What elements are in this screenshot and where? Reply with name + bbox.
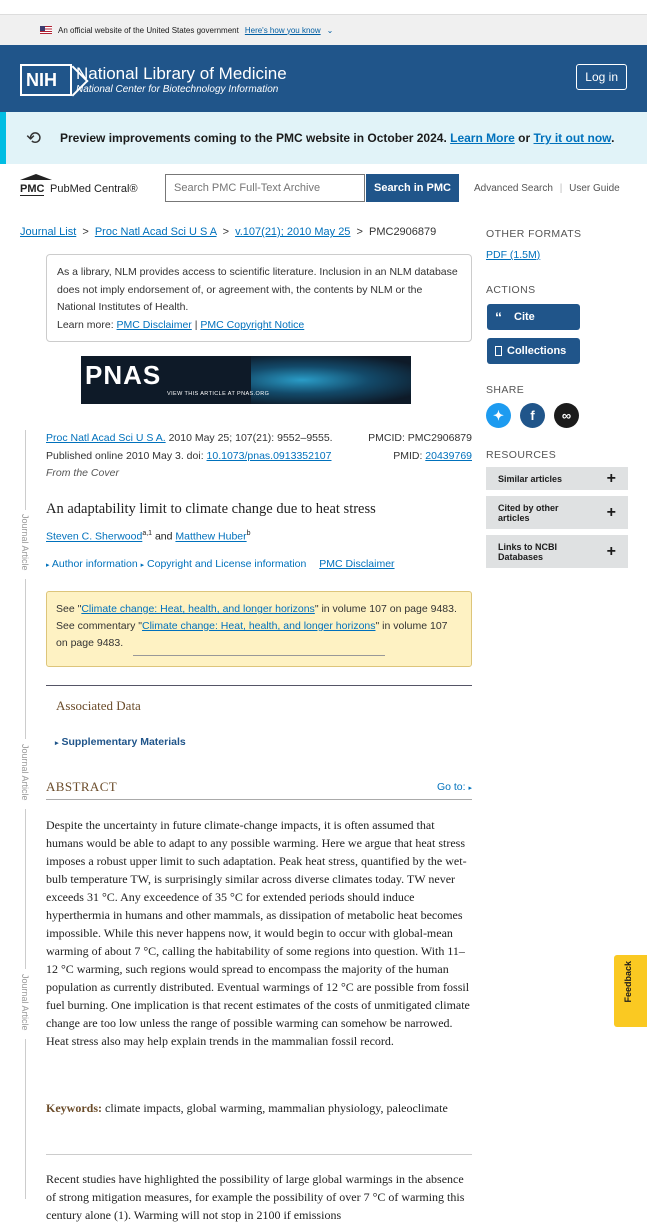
pmc-logo-abbr: PMC <box>20 183 45 195</box>
side-rule <box>25 809 26 969</box>
article-disclaimer-link[interactable]: PMC Disclaimer <box>319 558 395 570</box>
notice-learn-more: Learn more: <box>57 318 114 331</box>
feedback-label: Feedback <box>623 961 633 1003</box>
plus-icon: + <box>606 542 616 560</box>
goto-label: Go to: <box>436 781 466 793</box>
preview-banner <box>0 112 647 164</box>
ncbi-label: Links to NCBI Databases <box>498 541 558 562</box>
triangle-right-icon: ▸ <box>46 562 50 569</box>
nlm-subtitle: National Center for Biotechnology Information <box>76 84 279 95</box>
feedback-tab[interactable] <box>614 955 647 1027</box>
associated-data <box>46 685 472 748</box>
plus-icon: + <box>606 503 616 521</box>
keywords-label: Keywords: <box>46 1101 102 1115</box>
resources-label <box>486 445 556 463</box>
notice-sep: | <box>194 318 198 331</box>
author-info-row <box>46 558 395 570</box>
authors <box>46 530 251 543</box>
twitter-icon[interactable]: ✦ <box>486 403 511 428</box>
breadcrumb-volume[interactable]: v.107(21); 2010 May 25 <box>235 226 351 238</box>
pnas-sub: VIEW THIS ARTICLE AT PNAS.ORG <box>167 391 270 397</box>
pmc-disclaimer-link[interactable]: PMC Disclaimer <box>116 318 192 331</box>
preview-text <box>60 131 614 145</box>
commentary-line1 <box>56 601 462 618</box>
breadcrumb-sep: > <box>82 226 89 238</box>
pmc-logo[interactable] <box>20 174 140 200</box>
citation-published: Published online 2010 May 3. doi: <box>46 449 204 462</box>
side-journal-label: Journal Article <box>20 974 30 1031</box>
user-guide-link[interactable]: User Guide <box>569 183 620 194</box>
learn-more-link[interactable]: Learn More <box>450 131 515 145</box>
search-button[interactable]: Search in PMC <box>366 174 459 202</box>
heres-how-link[interactable]: Here's how you know <box>244 25 321 35</box>
abstract-text: Despite the uncertainty in future climate-change impacts, it is often assumed that humans would be able to adapt to any possible warming. Here we argue that heat stress imposes a robust upper limit to such adaptation. Peak heat stress, quantified by the wet-bulb temperature TW, is surprisingly similar across diverse climates today. TW never exceeds 31 °C. Any exceedence of 35 °C for extended periods should induce hyperthermia in humans and other mammals, as dissipation of metabolic heat becomes impossible. While this never happens now, it would begin to occur with global-mean warming of about 7 °C, calling the habitability of some regions into question. With 11–12 °C warming, such regions would spread to encompass the majority of the human population as currently distributed. Eventual warmings of 12 °C are possible from fossil fuel burning. One implication is that recent estimates of the costs of unmitigated climate change are too low unless the range of possible warming can somehow be narrowed. Heat stress also may help explain trends in the mammalian fossil record. <box>46 818 470 1048</box>
nlm-notice <box>46 254 472 342</box>
other-formats-text: OTHER FORMATS <box>486 228 582 240</box>
commentary-text: See " <box>56 603 82 615</box>
author-information-toggle[interactable]: Author information <box>51 558 138 570</box>
facebook-icon[interactable]: f <box>520 403 545 428</box>
breadcrumb <box>20 226 436 238</box>
side-rule <box>25 430 26 510</box>
nih-logo[interactable] <box>20 64 72 96</box>
preview-or: or <box>518 131 531 145</box>
commentary-text: " in volume 107 on page 9483. <box>56 620 448 649</box>
intro-text: Recent studies have highlighted the possibility of large global warmings in the absence of strong mitigation measures, for example the possibility of over 7 °C of warming this century alone (1). Warming will not stop in 2100 if emissions <box>46 1172 465 1222</box>
side-rule <box>25 1039 26 1199</box>
citation-journal-link[interactable]: Proc Natl Acad Sci U S A. <box>46 432 166 444</box>
gov-banner <box>0 14 647 45</box>
citation-pmid <box>393 448 472 466</box>
cited-label: Cited by other articles <box>498 502 559 523</box>
commentary-text: " in volume 107 on page 9483. <box>314 603 457 615</box>
pmid-link[interactable]: 20439769 <box>425 449 472 462</box>
preview-period: . <box>611 131 615 145</box>
pdf-link[interactable]: PDF (1.5M) <box>486 249 541 261</box>
resources-text: RESOURCES <box>486 449 557 461</box>
author-sup: a,1 <box>142 530 153 537</box>
login-button[interactable]: Log in <box>576 64 627 90</box>
advanced-search-link[interactable]: Advanced Search <box>474 183 553 194</box>
cite-label: Cite <box>514 311 535 323</box>
keywords-text: climate impacts, global warming, mammalian physiology, paleoclimate <box>105 1101 448 1115</box>
similar-label: Similar articles <box>498 473 563 484</box>
notice-text: As a library, NLM provides access to scientific literature. Inclusion in an NLM database does not imply endorsement of, or agreement with, the contents by NLM or the National Institutes of Health. <box>57 266 458 313</box>
breadcrumb-journal-list[interactable]: Journal List <box>20 226 77 238</box>
quote-icon: “ <box>495 309 502 325</box>
nlm-title[interactable]: National Library of Medicine <box>76 64 287 83</box>
actions-text: ACTIONS <box>486 284 536 296</box>
commentary-link[interactable]: Climate change: Heat, health, and longer horizons <box>142 620 376 632</box>
keywords <box>46 1099 472 1117</box>
author-link[interactable]: Matthew Huber <box>175 530 247 543</box>
pmc-search-bar <box>0 174 647 204</box>
copyright-license-toggle[interactable]: Copyright and License information <box>147 558 307 570</box>
from-cover: From the Cover <box>46 467 119 479</box>
search-input[interactable] <box>165 174 365 202</box>
pnas-logo: PNAS <box>85 360 162 390</box>
preview-message: Preview improvements coming to the PMC website in October 2024. <box>60 131 447 145</box>
author-link[interactable]: Steven C. Sherwood <box>46 530 143 543</box>
triangle-right-icon: ▸ <box>55 740 59 747</box>
supplementary-toggle[interactable] <box>55 736 186 748</box>
section-divider <box>46 1154 472 1155</box>
search-links-sep: | <box>559 183 563 194</box>
pmc-roof-icon <box>20 174 52 180</box>
supplementary-label: Supplementary Materials <box>61 736 186 748</box>
plus-icon: + <box>606 469 616 487</box>
collections-button[interactable] <box>487 338 580 364</box>
breadcrumb-pmcid: PMC2906879 <box>369 226 437 238</box>
article-title: An adaptability limit to climate change due to heat stress <box>46 501 376 517</box>
commentary-line2 <box>56 618 462 652</box>
actions-label <box>486 280 535 298</box>
pmid-label: PMID: <box>393 449 423 462</box>
cited-by-toggle[interactable] <box>486 496 628 529</box>
ncbi-links-toggle[interactable] <box>486 535 628 568</box>
side-journal-label: Journal Article <box>20 744 30 801</box>
citation-details: 2010 May 25; 107(21): 9552–9555. <box>168 432 333 444</box>
associated-data-title: Associated Data <box>56 698 141 713</box>
search-links <box>474 183 620 194</box>
cite-button[interactable] <box>487 304 580 330</box>
author-sup: b <box>246 530 251 537</box>
citation-line2 <box>46 448 472 466</box>
collections-label: Collections <box>507 345 567 357</box>
nih-header <box>0 45 647 112</box>
us-flag-icon <box>40 26 52 34</box>
abstract-title: ABSTRACT <box>46 779 118 794</box>
triangle-right-icon: ▸ <box>140 562 145 569</box>
gov-banner-text: An official website of the United States government <box>58 25 239 35</box>
breadcrumb-sep: > <box>356 226 363 238</box>
goto-menu[interactable] <box>437 781 472 793</box>
commentary-divider <box>133 655 385 656</box>
nih-logo-text: NIH <box>26 69 57 90</box>
citation-pmcid: PMCID: PMC2906879 <box>368 432 472 444</box>
triangle-right-icon: ▸ <box>468 785 472 792</box>
other-formats-label <box>486 224 581 242</box>
bookmark-icon <box>495 346 502 356</box>
breadcrumb-sep: > <box>222 226 229 238</box>
abstract-header <box>46 779 472 800</box>
share-label <box>486 380 524 398</box>
pnas-banner-image <box>251 356 411 404</box>
chevron-down-icon: ⌄ <box>326 25 334 35</box>
rotate-arrows-icon: ⟲ <box>26 128 42 148</box>
citation-block <box>46 430 472 483</box>
similar-articles-toggle[interactable] <box>486 467 628 490</box>
side-rule <box>25 579 26 739</box>
doi-link[interactable]: 10.1073/pnas.0913352107 <box>206 449 332 462</box>
commentary-text: See commentary " <box>56 620 143 632</box>
pnas-banner[interactable] <box>81 356 411 404</box>
citation-line1 <box>46 430 472 448</box>
commentary-link[interactable]: Climate change: Heat, health, and longer horizons <box>81 603 315 615</box>
link-icon[interactable]: ∞ <box>554 403 579 428</box>
pmc-copyright-link[interactable]: PMC Copyright Notice <box>200 318 305 331</box>
notice-links <box>57 317 461 335</box>
breadcrumb-journal[interactable]: Proc Natl Acad Sci U S A <box>94 226 217 238</box>
side-journal-label: Journal Article <box>20 514 30 571</box>
share-text: SHARE <box>486 384 525 396</box>
try-it-link[interactable]: Try it out now <box>533 131 612 145</box>
pmc-logo-name: PubMed Central® <box>50 183 138 195</box>
commentary-box <box>46 591 472 667</box>
authors-and: and <box>154 530 173 543</box>
